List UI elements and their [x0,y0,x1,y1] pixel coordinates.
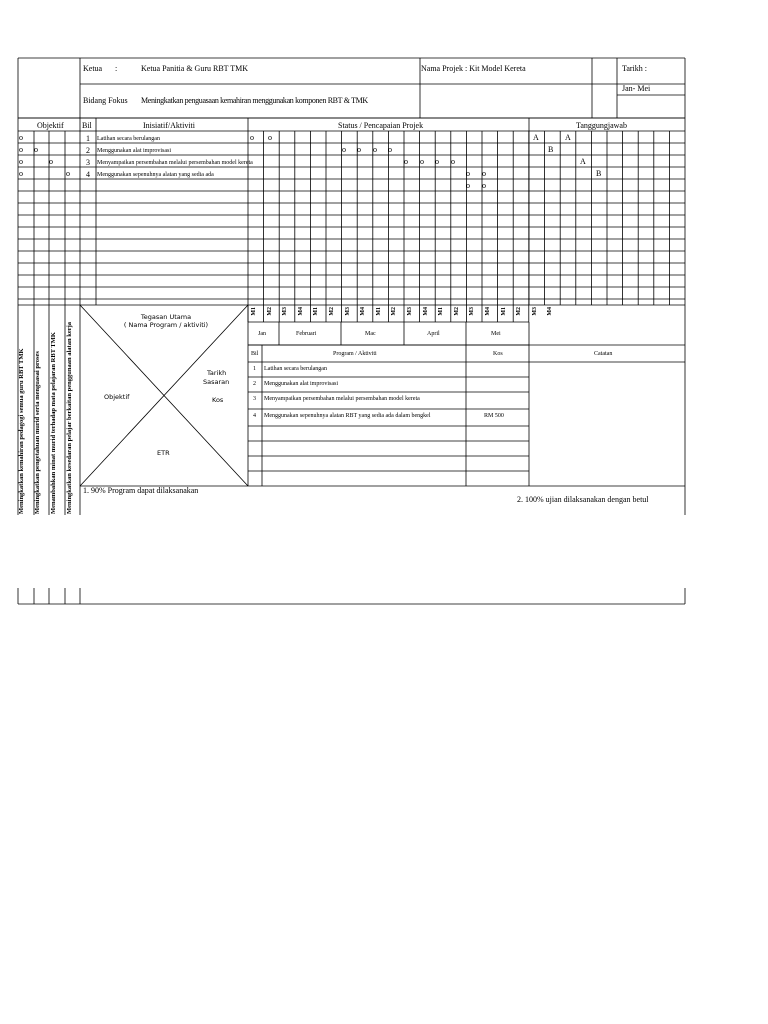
status-mark: o [342,145,346,154]
week-label: M2 [266,307,273,316]
side-objective-label: Meningkatkan kemahiran pedagogi semua guru RBT TMK [18,348,25,514]
program-cost: RM 500 [484,413,504,419]
week-label: M3 [469,307,476,316]
week-label: M3 [282,307,289,316]
side-objective-label: Menambahkan minat murid terhadap mata pelajaran RBT TMK [50,332,57,514]
week-label: M4 [297,307,304,316]
week-label: M1 [251,307,257,316]
status-mark: o [388,145,392,154]
program-bil: 4 [253,413,256,419]
program-bil: 3 [253,396,256,402]
etr-result-2: 2. 100% ujian dilaksanakan dengan betul [517,495,649,504]
responsibility-mark: B [548,145,554,154]
week-label: M4 [422,307,429,316]
week-label: M1 [375,307,382,316]
activity-name: Menggunakan sepenuhnya alatan yang sedia ada [97,172,214,178]
program-activity-header: Program / Aktiviti [333,351,377,357]
ketua-label: Ketua [83,64,103,73]
etr-result-1: 1. 90% Program dapat dilaksanakan [83,486,199,495]
xmatrix-right-label: Sasaran [203,378,230,386]
week-label: M3 [407,307,413,316]
bidang-fokus-label: Bidang Fokus [83,96,128,105]
activity-bil: 1 [86,134,90,143]
program-cost-header: Kos [493,351,503,357]
activity-name: Menyampaikan persembahan melalui persembahan model kereta [97,160,253,166]
month-label: April [427,331,440,337]
week-label: M1 [313,307,320,316]
objective-mark: o [19,145,23,154]
week-label: M2 [391,307,398,316]
ketua-colon: : [115,64,118,73]
objective-mark: o [19,133,23,142]
week-label: M3 [344,307,351,316]
status-mark: o [420,157,424,166]
program-notes-header: Catatan [594,351,613,357]
activity-name: Latihan secara berulangan [97,136,160,142]
date-value: Jan- Mei [622,84,651,93]
activity-name: Menggunakan alat improvisasi [97,148,171,154]
status-mark: o [404,157,408,166]
status-mark: o [357,145,361,154]
objektif-header: Objektif [37,121,64,130]
month-label: Jan [258,331,266,337]
month-label: Februari [296,331,317,337]
responsibility-mark: A [565,133,571,142]
activity-bil: 2 [86,146,90,155]
objective-mark: o [34,145,38,154]
project-name: Nama Projek : Kit Model Kereta [421,64,526,73]
responsibility-mark: A [580,157,586,166]
status-mark: o [466,181,470,190]
status-mark: o [373,145,377,154]
date-label: Tarikh : [622,64,647,73]
objective-mark: o [19,169,23,178]
status-mark: o [451,157,455,166]
objective-mark: o [49,157,53,166]
week-label: M4 [485,307,491,316]
week-label: M3 [531,307,538,316]
week-label: M4 [547,307,554,316]
week-label: M1 [500,307,507,316]
week-label: M2 [453,307,460,316]
week-label: M4 [360,307,367,316]
program-name: Latihan secara berulangan [264,366,327,372]
program-name: Menggunakan sepenuhnya alatan RBT yang sedia ada dalam bengkel [264,413,431,419]
status-mark: o [250,133,254,142]
tanggungjawab-header: Tanggungjawab [576,121,627,130]
program-bil: 2 [253,381,256,387]
activity-bil: 3 [86,158,90,167]
program-name: Menggunakan alat improvisasi [264,381,338,387]
responsibility-mark: B [596,169,602,178]
status-mark: o [466,169,470,178]
bil-header: Bil [82,121,92,130]
status-header: Status / Pencapaian Projek [338,121,424,130]
ketua-value: Ketua Panitia & Guru RBT TMK [141,64,249,73]
status-mark: o [435,157,439,166]
week-label: M2 [516,307,523,316]
status-mark: o [482,169,486,178]
xmatrix-left-label: Objektif [104,393,130,401]
program-bil-header: Bil [251,351,259,357]
week-label: M2 [329,307,335,316]
activity-bil: 4 [86,170,90,179]
xmatrix-top-sublabel: ( Nama Program / aktiviti) [123,321,209,329]
side-objective-label: Meningkatkan pengetahuan murid serta menguasai proses [34,351,41,514]
xmatrix-right-label: Tarikh [207,369,227,377]
program-name: Menyampaikan persembahan melalui persembahan model kereta [264,396,420,402]
bidang-fokus-value: Meningkatkan penguasaan kemahiran menggunakan komponen RBT & TMK [141,96,368,105]
week-label: M1 [438,307,445,316]
status-mark: o [482,181,486,190]
month-label: Mei [491,331,501,337]
objective-mark: o [19,157,23,166]
xmatrix-bottom-label: ETR [157,449,170,457]
responsibility-mark: A [533,133,539,142]
inisiatif-header: Inisiatif/Aktiviti [143,121,195,130]
month-label: Mac [365,331,376,337]
objective-mark: o [66,169,70,178]
program-bil: 1 [253,366,256,372]
xmatrix-top-label: Tegasan Utama [140,313,192,321]
status-mark: o [268,133,272,142]
side-objective-label: Meningkatkan kesedaran pelajar berkaitan penggunaan alatan kerja [66,321,73,514]
xmatrix-right-label: Kos [212,396,224,404]
